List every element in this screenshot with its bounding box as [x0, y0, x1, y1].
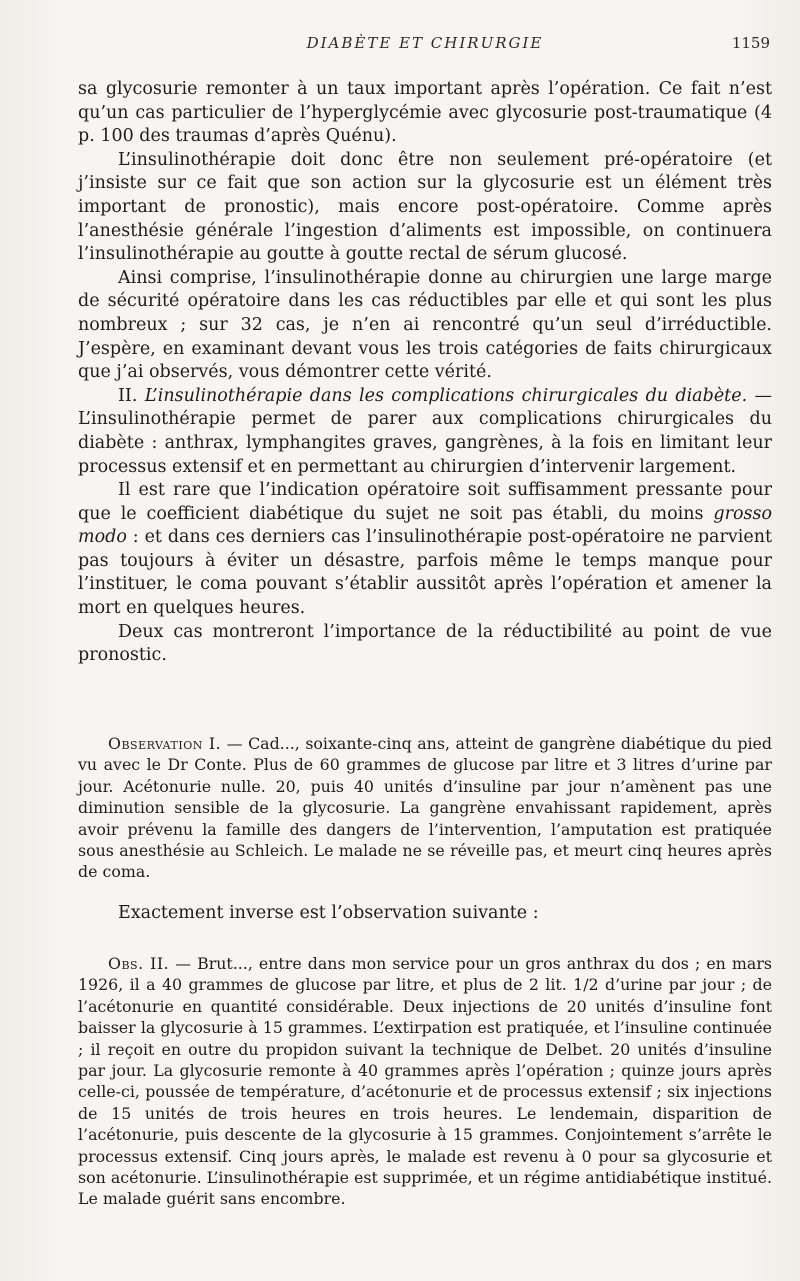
section-number: II.: [118, 385, 138, 406]
observation-2-label: Obs. II.: [108, 954, 170, 973]
paragraph-5-italic: grosso modo: [78, 503, 772, 548]
section-heading: L’insulinothérapie dans les complications chirurgicales du diabète.: [144, 385, 748, 406]
observation-2-paragraph: [78, 953, 772, 1210]
paragraph-6: Deux cas montreront l’importance de la réductibilité au point de vue pronostic.: [78, 621, 772, 666]
paragraph-5-part-b: : et dans ces derniers cas l’insulinothérapie post-opératoire ne parvient pas toujours à éviter un désastre, parfois même le temps manque pour l’instituer, le coma pouvant s’établir aussitôt après l’opération et amener la mort en quelques heures.: [78, 527, 772, 619]
observation-1-paragraph: [78, 733, 772, 883]
observation-1: [78, 733, 772, 883]
page-number: 1159: [731, 34, 770, 52]
observation-2: [78, 953, 772, 1210]
paragraph-3: Ainsi comprise, l’insulinothérapie donne au chirurgien une large marge de sécurité opératoire dans les cas réductibles par elle et qui sont les plus nombreux ; sur 32 cas, je n’en ai rencontré qu’un seul d’irréductible. J’espère, en examinant devant vous les trois catégories de faits chirurgicaux que j’ai observés, vous démontrer cette vérité.: [78, 267, 772, 383]
paragraph-4: [78, 385, 772, 479]
main-text: [78, 78, 772, 668]
paragraph-5: [78, 479, 772, 621]
paragraph-4-text: — L’insulinothérapie permet de parer aux complications chirurgicales du diabète : anthrax, lymphangites graves, gangrènes, à la fois en limitant leur processus extensif et en permettant au chirurgien d’intervenir largement.: [78, 385, 772, 477]
page-header: [80, 34, 770, 58]
paragraph-1: sa glycosurie remonter à un taux important après l’opération. Ce fait n’est qu’un cas particulier de l’hyperglycémie avec glycosurie post-traumatique (4 p. 100 des traumas d’après Quénu).: [78, 79, 772, 147]
paragraph-2: L’insulinothérapie doit donc être non seulement pré-opératoire (et j’insiste sur ce fait que son action sur la glycosurie est un élément très important de pronostic), mais encore post-opératoire. Comme après l’anesthésie générale l’ingestion d’aliments est impossible, on continuera l’insulinothérapie au goutte à goutte rectal de sérum glucosé.: [78, 149, 772, 265]
observation-1-text: — Cad..., soixante-cinq ans, atteint de gangrène diabétique du pied vu avec le Dr Conte. Plus de 60 grammes de glucose par litre et 3 litres d’urine par jour. Acétonurie nulle. 20, puis 40 unités d’insuline par jour n’amènent pas une diminution sensible de la glycosurie. La gangrène envahissant rapidement, après avoir prévenu la famille des dangers de l’intervention, l’amputation est pratiquée sous anesthésie au Schleich. Le malade ne se réveille pas, et meurt cinq heures après de coma.: [78, 734, 772, 882]
observation-1-label: Observation I.: [108, 734, 222, 753]
running-title: DIABÈTE ET CHIRURGIE: [306, 34, 544, 52]
transition-line: Exactement inverse est l’observation suivante :: [118, 903, 539, 923]
paragraph-5-part-a: Il est rare que l’indication opératoire soit suffisamment pressante pour que le coefficient diabétique du sujet ne soit pas établi, du moins: [78, 480, 772, 524]
observation-2-text: — Brut..., entre dans mon service pour un gros anthrax du dos ; en mars 1926, il a 40 grammes de glucose par litre, et plus de 2 lit. 1/2 d’urine par jour ; de l’acétonurie en quantité considérable. Deux injections de 20 unités d’insuline font baisser la glycosurie à 15 grammes. L’extirpation est pratiquée, et l’insuline continuée ; il reçoit en outre du propidon suivant la technique de Delbet. 20 unités d’insuline par jour. La glycosurie remonte à 40 grammes après l’opération ; quinze jours après celle-ci, poussée de température, d’acétonurie et de processus extensif ; six injections de 15 unités de trois heures en trois heures. Le lendemain, disparition de l’acétonurie, puis descente de la glycosurie à 15 grammes. Conjointement s’arrête le processus extensif. Cinq jours après, le malade est revenu à 0 pour sa glycosurie et son acétonurie. L’insulinothérapie est supprimée, et un régime antidiabétique institué. Le malade guérit sans encombre.: [78, 954, 772, 1209]
